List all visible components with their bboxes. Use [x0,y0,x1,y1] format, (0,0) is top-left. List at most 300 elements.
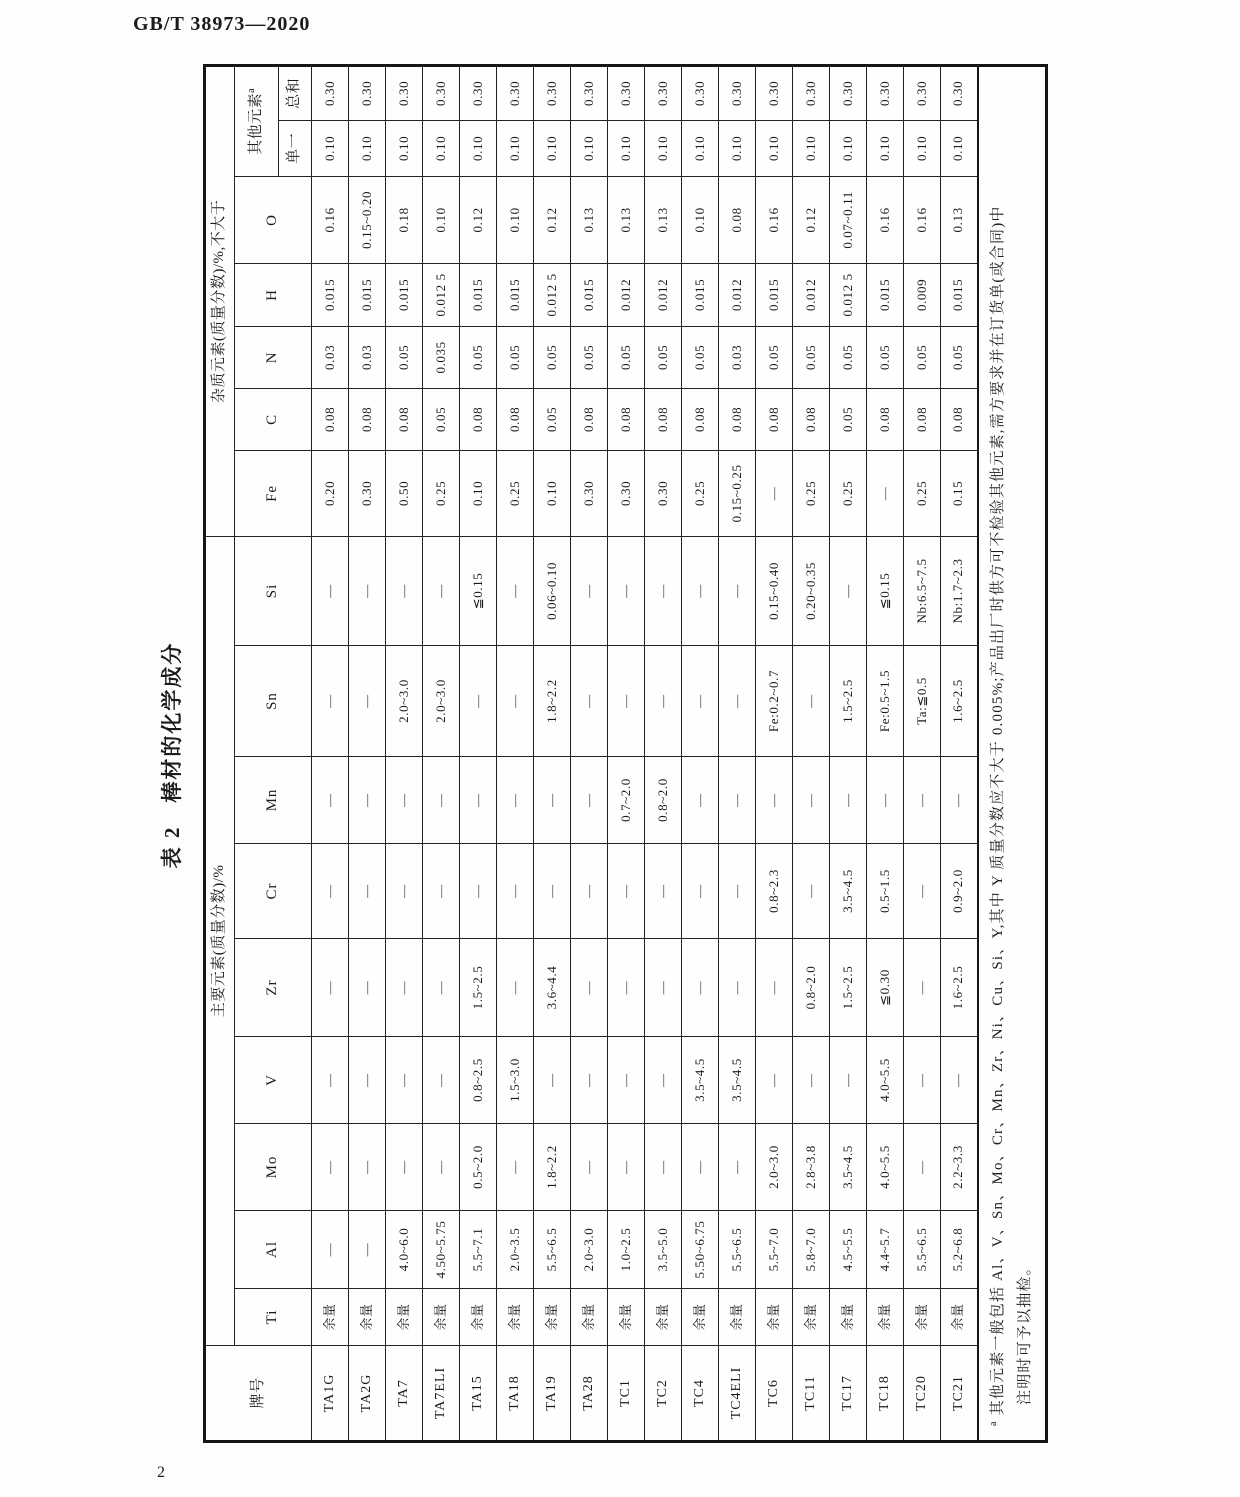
value-cell: — [719,1124,756,1211]
value-cell: — [719,844,756,939]
value-cell: 5.5~7.1 [460,1211,497,1289]
value-cell: 0.08 [645,388,682,450]
value-cell: — [460,757,497,844]
value-cell: 0.012 5 [423,263,460,326]
value-cell: 0.30 [645,450,682,536]
value-cell: 0.13 [645,176,682,263]
value-cell: 0.08 [719,388,756,450]
value-cell: Nb:1.7~2.3 [941,536,978,645]
value-cell: 0.13 [941,176,978,263]
value-cell: 0.015 [386,263,423,326]
value-cell: — [349,646,386,757]
value-cell: 0.25 [497,450,534,536]
value-cell: — [867,757,904,844]
value-cell: 0.10 [571,120,608,176]
value-cell: 0.08 [571,388,608,450]
value-cell: 1.5~2.5 [830,646,867,757]
value-cell: — [497,1124,534,1211]
value-cell: 5.50~6.75 [682,1211,719,1289]
value-cell: 0.015 [460,263,497,326]
value-cell: 0.16 [867,176,904,263]
value-cell: — [645,646,682,757]
value-cell: — [386,1037,423,1124]
grade-cell: TC1 [608,1346,645,1442]
value-cell: — [423,536,460,645]
value-cell: 0.06~0.10 [534,536,571,645]
value-cell: 余量 [386,1289,423,1346]
value-cell: 0.30 [534,65,571,120]
grade-cell: TA7ELI [423,1346,460,1442]
grade-cell: TA28 [571,1346,608,1442]
grade-cell: TC17 [830,1346,867,1442]
value-cell: — [608,1037,645,1124]
value-cell: 0.30 [349,450,386,536]
value-cell: 0.18 [386,176,423,263]
value-cell: 0.08 [386,388,423,450]
element-symbol-header: Mn [235,757,312,844]
value-cell: 0.5~1.5 [867,844,904,939]
value-cell: 4.4~5.7 [867,1211,904,1289]
table-row [941,65,978,1441]
value-cell: 0.15~0.40 [756,536,793,645]
value-cell: 0.08 [312,388,349,450]
value-cell: 余量 [497,1289,534,1346]
value-cell: 0.012 [793,263,830,326]
value-cell: — [645,939,682,1037]
value-cell: 1.8~2.2 [534,1124,571,1211]
value-cell: 0.15~0.20 [349,176,386,263]
value-cell: 0.05 [682,326,719,388]
element-symbol-header: Si [235,536,312,645]
value-cell: 余量 [534,1289,571,1346]
value-cell: 0.05 [793,326,830,388]
value-cell: 0.015 [941,263,978,326]
value-cell: 2.0~3.5 [497,1211,534,1289]
table-row [719,65,756,1441]
value-cell: — [534,1037,571,1124]
value-cell: — [423,939,460,1037]
value-cell: 余量 [645,1289,682,1346]
value-cell: — [830,536,867,645]
grade-cell: TC20 [904,1346,941,1442]
value-cell: 0.5~2.0 [460,1124,497,1211]
value-cell: 0.10 [608,120,645,176]
value-cell: 2.0~3.0 [423,646,460,757]
value-cell: — [312,1211,349,1289]
value-cell: 0.8~2.3 [756,844,793,939]
total-header: 总和 [279,65,312,120]
value-cell: — [349,844,386,939]
value-cell: 0.10 [534,450,571,536]
value-cell: 0.015 [867,263,904,326]
value-cell: — [645,1037,682,1124]
value-cell: 0.08 [682,388,719,450]
value-cell: 0.08 [793,388,830,450]
value-cell: 5.5~6.5 [534,1211,571,1289]
value-cell: 0.30 [386,65,423,120]
value-cell: — [904,1124,941,1211]
value-cell: 0.08 [719,176,756,263]
value-cell: — [830,757,867,844]
value-cell: — [756,757,793,844]
value-cell: 0.05 [830,326,867,388]
value-cell: — [719,757,756,844]
value-cell: 3.5~4.5 [830,844,867,939]
value-cell: 5.8~7.0 [793,1211,830,1289]
value-cell: 0.08 [904,388,941,450]
value-cell: — [349,536,386,645]
value-cell: 余量 [756,1289,793,1346]
value-cell: 0.25 [423,450,460,536]
value-cell: 余量 [904,1289,941,1346]
value-cell: — [534,757,571,844]
page-number: 2 [157,1464,165,1481]
value-cell: — [719,536,756,645]
grade-cell: TA7 [386,1346,423,1442]
value-cell: 0.10 [941,120,978,176]
value-cell: — [349,1211,386,1289]
value-cell: 0.015 [682,263,719,326]
value-cell: 0.03 [349,326,386,388]
value-cell: 0.08 [867,388,904,450]
value-cell: 余量 [719,1289,756,1346]
value-cell: — [312,536,349,645]
value-cell: — [571,646,608,757]
table-row [756,65,793,1441]
value-cell: — [682,844,719,939]
value-cell: 0.30 [756,65,793,120]
table-body [312,65,978,1441]
element-symbol-header: Al [235,1211,312,1289]
grade-cell: TA1G [312,1346,349,1442]
value-cell: 2.0~3.0 [386,646,423,757]
value-cell: 0.50 [386,450,423,536]
value-cell: 0.015 [349,263,386,326]
grade-cell: TC18 [867,1346,904,1442]
value-cell: 0.25 [830,450,867,536]
value-cell: 0.08 [497,388,534,450]
main-elements-header: 主要元素(质量分数)/% [205,536,235,1345]
value-cell: 0.015 [312,263,349,326]
value-cell: — [904,844,941,939]
value-cell: Fe:0.2~0.7 [756,646,793,757]
value-cell: 0.7~2.0 [608,757,645,844]
value-cell: 余量 [830,1289,867,1346]
value-cell: 0.10 [312,120,349,176]
value-cell: 0.12 [793,176,830,263]
value-cell: 0.012 [719,263,756,326]
value-cell: — [682,646,719,757]
value-cell: 0.015 [497,263,534,326]
table-row [386,65,423,1441]
element-symbol-header: V [235,1037,312,1124]
value-cell: 2.2~3.3 [941,1124,978,1211]
value-cell: 1.5~3.0 [497,1037,534,1124]
value-cell: 0.12 [534,176,571,263]
value-cell: 0.05 [645,326,682,388]
value-cell: 1.8~2.2 [534,646,571,757]
value-cell: 0.30 [608,450,645,536]
value-cell: 0.10 [793,120,830,176]
value-cell: 0.10 [386,120,423,176]
value-cell: 0.10 [497,176,534,263]
table-row [312,65,349,1441]
value-cell: 0.16 [756,176,793,263]
value-cell: 5.2~6.8 [941,1211,978,1289]
value-cell: 0.10 [423,176,460,263]
table-row [645,65,682,1441]
value-cell: — [682,757,719,844]
value-cell: — [571,1037,608,1124]
value-cell: — [386,536,423,645]
value-cell: 0.30 [460,65,497,120]
value-cell: 余量 [608,1289,645,1346]
value-cell: — [571,536,608,645]
value-cell: 0.03 [719,326,756,388]
table-row [904,65,941,1441]
value-cell: 0.20 [312,450,349,536]
value-cell: — [793,757,830,844]
value-cell: 5.5~6.5 [904,1211,941,1289]
value-cell: — [349,757,386,844]
value-cell: 3.5~5.0 [645,1211,682,1289]
value-cell: 0.05 [904,326,941,388]
grade-cell: TC4ELI [719,1346,756,1442]
value-cell: — [386,844,423,939]
value-cell: — [645,1124,682,1211]
value-cell: 4.0~6.0 [386,1211,423,1289]
value-cell: Fe:0.5~1.5 [867,646,904,757]
value-cell: 0.10 [497,120,534,176]
grade-cell: TC4 [682,1346,719,1442]
grade-header-cell: 牌号 [205,1346,312,1442]
value-cell: 0.009 [904,263,941,326]
value-cell: 0.08 [460,388,497,450]
value-cell: — [423,1124,460,1211]
value-cell: 4.50~5.75 [423,1211,460,1289]
value-cell: — [460,844,497,939]
value-cell: 0.8~2.0 [793,939,830,1037]
value-cell: — [830,1037,867,1124]
value-cell: — [793,844,830,939]
value-cell: 余量 [793,1289,830,1346]
value-cell: 0.15~0.25 [719,450,756,536]
grade-cell: TC11 [793,1346,830,1442]
value-cell: — [719,939,756,1037]
value-cell: 0.25 [793,450,830,536]
value-cell: 0.10 [682,120,719,176]
value-cell: 2.8~3.8 [793,1124,830,1211]
grade-cell: TA18 [497,1346,534,1442]
value-cell: 余量 [423,1289,460,1346]
value-cell: — [312,757,349,844]
value-cell: 余量 [460,1289,497,1346]
value-cell: 0.30 [312,65,349,120]
table-row [349,65,386,1441]
value-cell: — [793,646,830,757]
value-cell: 1.0~2.5 [608,1211,645,1289]
value-cell: 0.30 [719,65,756,120]
grade-cell: TA2G [349,1346,386,1442]
element-symbol-header: Fe [235,450,312,536]
value-cell: 0.16 [904,176,941,263]
value-cell: 0.012 [608,263,645,326]
value-cell: — [349,1124,386,1211]
value-cell: 0.07~0.11 [830,176,867,263]
value-cell: 0.10 [460,450,497,536]
value-cell: 2.0~3.0 [756,1124,793,1211]
value-cell: 余量 [941,1289,978,1346]
value-cell: — [904,939,941,1037]
value-cell: 0.08 [349,388,386,450]
value-cell: 0.10 [349,120,386,176]
footnote-line1: $^a$ 其他元素一般包括 Al、V、Sn、Mo、Cr、Mn、Zr、Ni、Cu、Si、Y,其中 Y 质量分数应不大于 0.005%;产品出厂时供方可不检验其他元素,需方要求并在订货单(或合同)中 [987,205,1006,1426]
value-cell: 0.05 [608,326,645,388]
value-cell: — [904,1037,941,1124]
value-cell: 0.10 [460,120,497,176]
value-cell: 0.13 [571,176,608,263]
value-cell: — [312,939,349,1037]
value-cell: — [608,1124,645,1211]
footnote-marker: a [987,1420,999,1426]
table-row [571,65,608,1441]
table-title: 表 2 棒材的化学成分 [160,641,184,869]
value-cell: 0.05 [571,326,608,388]
value-cell: — [793,1037,830,1124]
value-cell: 0.015 [756,263,793,326]
impurities-header: 杂质元素(质量分数)/%,不大于 [205,65,235,536]
rotated-table-block [145,67,1052,1443]
value-cell: 0.8~2.0 [645,757,682,844]
value-cell: 3.5~4.5 [719,1037,756,1124]
value-cell: — [460,646,497,757]
value-cell: 0.20~0.35 [793,536,830,645]
value-cell: 0.9~2.0 [941,844,978,939]
value-cell: — [423,757,460,844]
value-cell: 0.10 [645,120,682,176]
value-cell: 0.05 [867,326,904,388]
value-cell: 余量 [349,1289,386,1346]
element-symbol-header: Cr [235,844,312,939]
value-cell: — [608,939,645,1037]
value-cell: 0.30 [349,65,386,120]
value-cell: 0.30 [608,65,645,120]
value-cell: 余量 [571,1289,608,1346]
value-cell: 1.6~2.5 [941,646,978,757]
value-cell: 0.05 [830,388,867,450]
value-cell: 5.5~7.0 [756,1211,793,1289]
value-cell: 余量 [682,1289,719,1346]
value-cell: 0.30 [423,65,460,120]
value-cell: — [645,536,682,645]
value-cell: 0.30 [941,65,978,120]
doc-number: GB/T 38973—2020 [133,13,311,35]
value-cell: 2.0~3.0 [571,1211,608,1289]
value-cell: 余量 [867,1289,904,1346]
value-cell: 0.30 [793,65,830,120]
value-cell: — [571,844,608,939]
value-cell: 余量 [312,1289,349,1346]
value-cell: 1.5~2.5 [460,939,497,1037]
value-cell: 0.10 [719,120,756,176]
value-cell: 0.10 [867,120,904,176]
value-cell: 0.10 [423,120,460,176]
value-cell: 0.012 5 [830,263,867,326]
value-cell: 0.30 [830,65,867,120]
value-cell: ≦0.15 [867,536,904,645]
value-cell: 3.5~4.5 [830,1124,867,1211]
value-cell: — [904,757,941,844]
chemical-composition-table [203,64,1048,1443]
value-cell: 0.05 [534,326,571,388]
value-cell: — [312,1037,349,1124]
value-cell: 0.05 [534,388,571,450]
value-cell: 4.0~5.5 [867,1037,904,1124]
value-cell: — [423,844,460,939]
value-cell: 0.30 [571,450,608,536]
value-cell: 3.5~4.5 [682,1037,719,1124]
value-cell: — [682,1124,719,1211]
value-cell: 4.0~5.5 [867,1124,904,1211]
value-cell: 0.10 [830,120,867,176]
value-cell: 5.5~6.5 [719,1211,756,1289]
table-row [682,65,719,1441]
element-symbol-header: N [235,326,312,388]
value-cell: — [756,1037,793,1124]
value-cell: 0.05 [460,326,497,388]
value-cell: 0.15 [941,450,978,536]
value-cell: — [386,757,423,844]
value-cell: ≦0.30 [867,939,904,1037]
value-cell: — [497,536,534,645]
value-cell: — [608,646,645,757]
single-header: 单一 [279,120,312,176]
value-cell: — [497,757,534,844]
value-cell: — [571,757,608,844]
table-row [460,65,497,1441]
table-row [497,65,534,1441]
value-cell: — [349,1037,386,1124]
value-cell: 0.015 [571,263,608,326]
element-symbol-header: Sn [235,646,312,757]
grade-cell: TA19 [534,1346,571,1442]
value-cell: 0.05 [941,326,978,388]
value-cell: 0.10 [756,120,793,176]
value-cell: — [423,1037,460,1124]
value-cell: 1.5~2.5 [830,939,867,1037]
element-symbol-header: Mo [235,1124,312,1211]
value-cell: 0.10 [534,120,571,176]
value-cell: Ta:≦0.5 [904,646,941,757]
value-cell: — [349,939,386,1037]
value-cell: — [756,939,793,1037]
value-cell: — [608,844,645,939]
table-row [534,65,571,1441]
value-cell: — [756,450,793,536]
table-row [793,65,830,1441]
grade-cell: TC21 [941,1346,978,1442]
value-cell: 0.25 [904,450,941,536]
value-cell: 0.10 [682,176,719,263]
value-cell: 0.12 [460,176,497,263]
element-symbol-header: Ti [235,1289,312,1346]
value-cell: — [534,844,571,939]
value-cell: 0.30 [497,65,534,120]
value-cell: — [386,939,423,1037]
value-cell: 0.16 [312,176,349,263]
value-cell: 4.5~5.5 [830,1211,867,1289]
value-cell: — [312,646,349,757]
